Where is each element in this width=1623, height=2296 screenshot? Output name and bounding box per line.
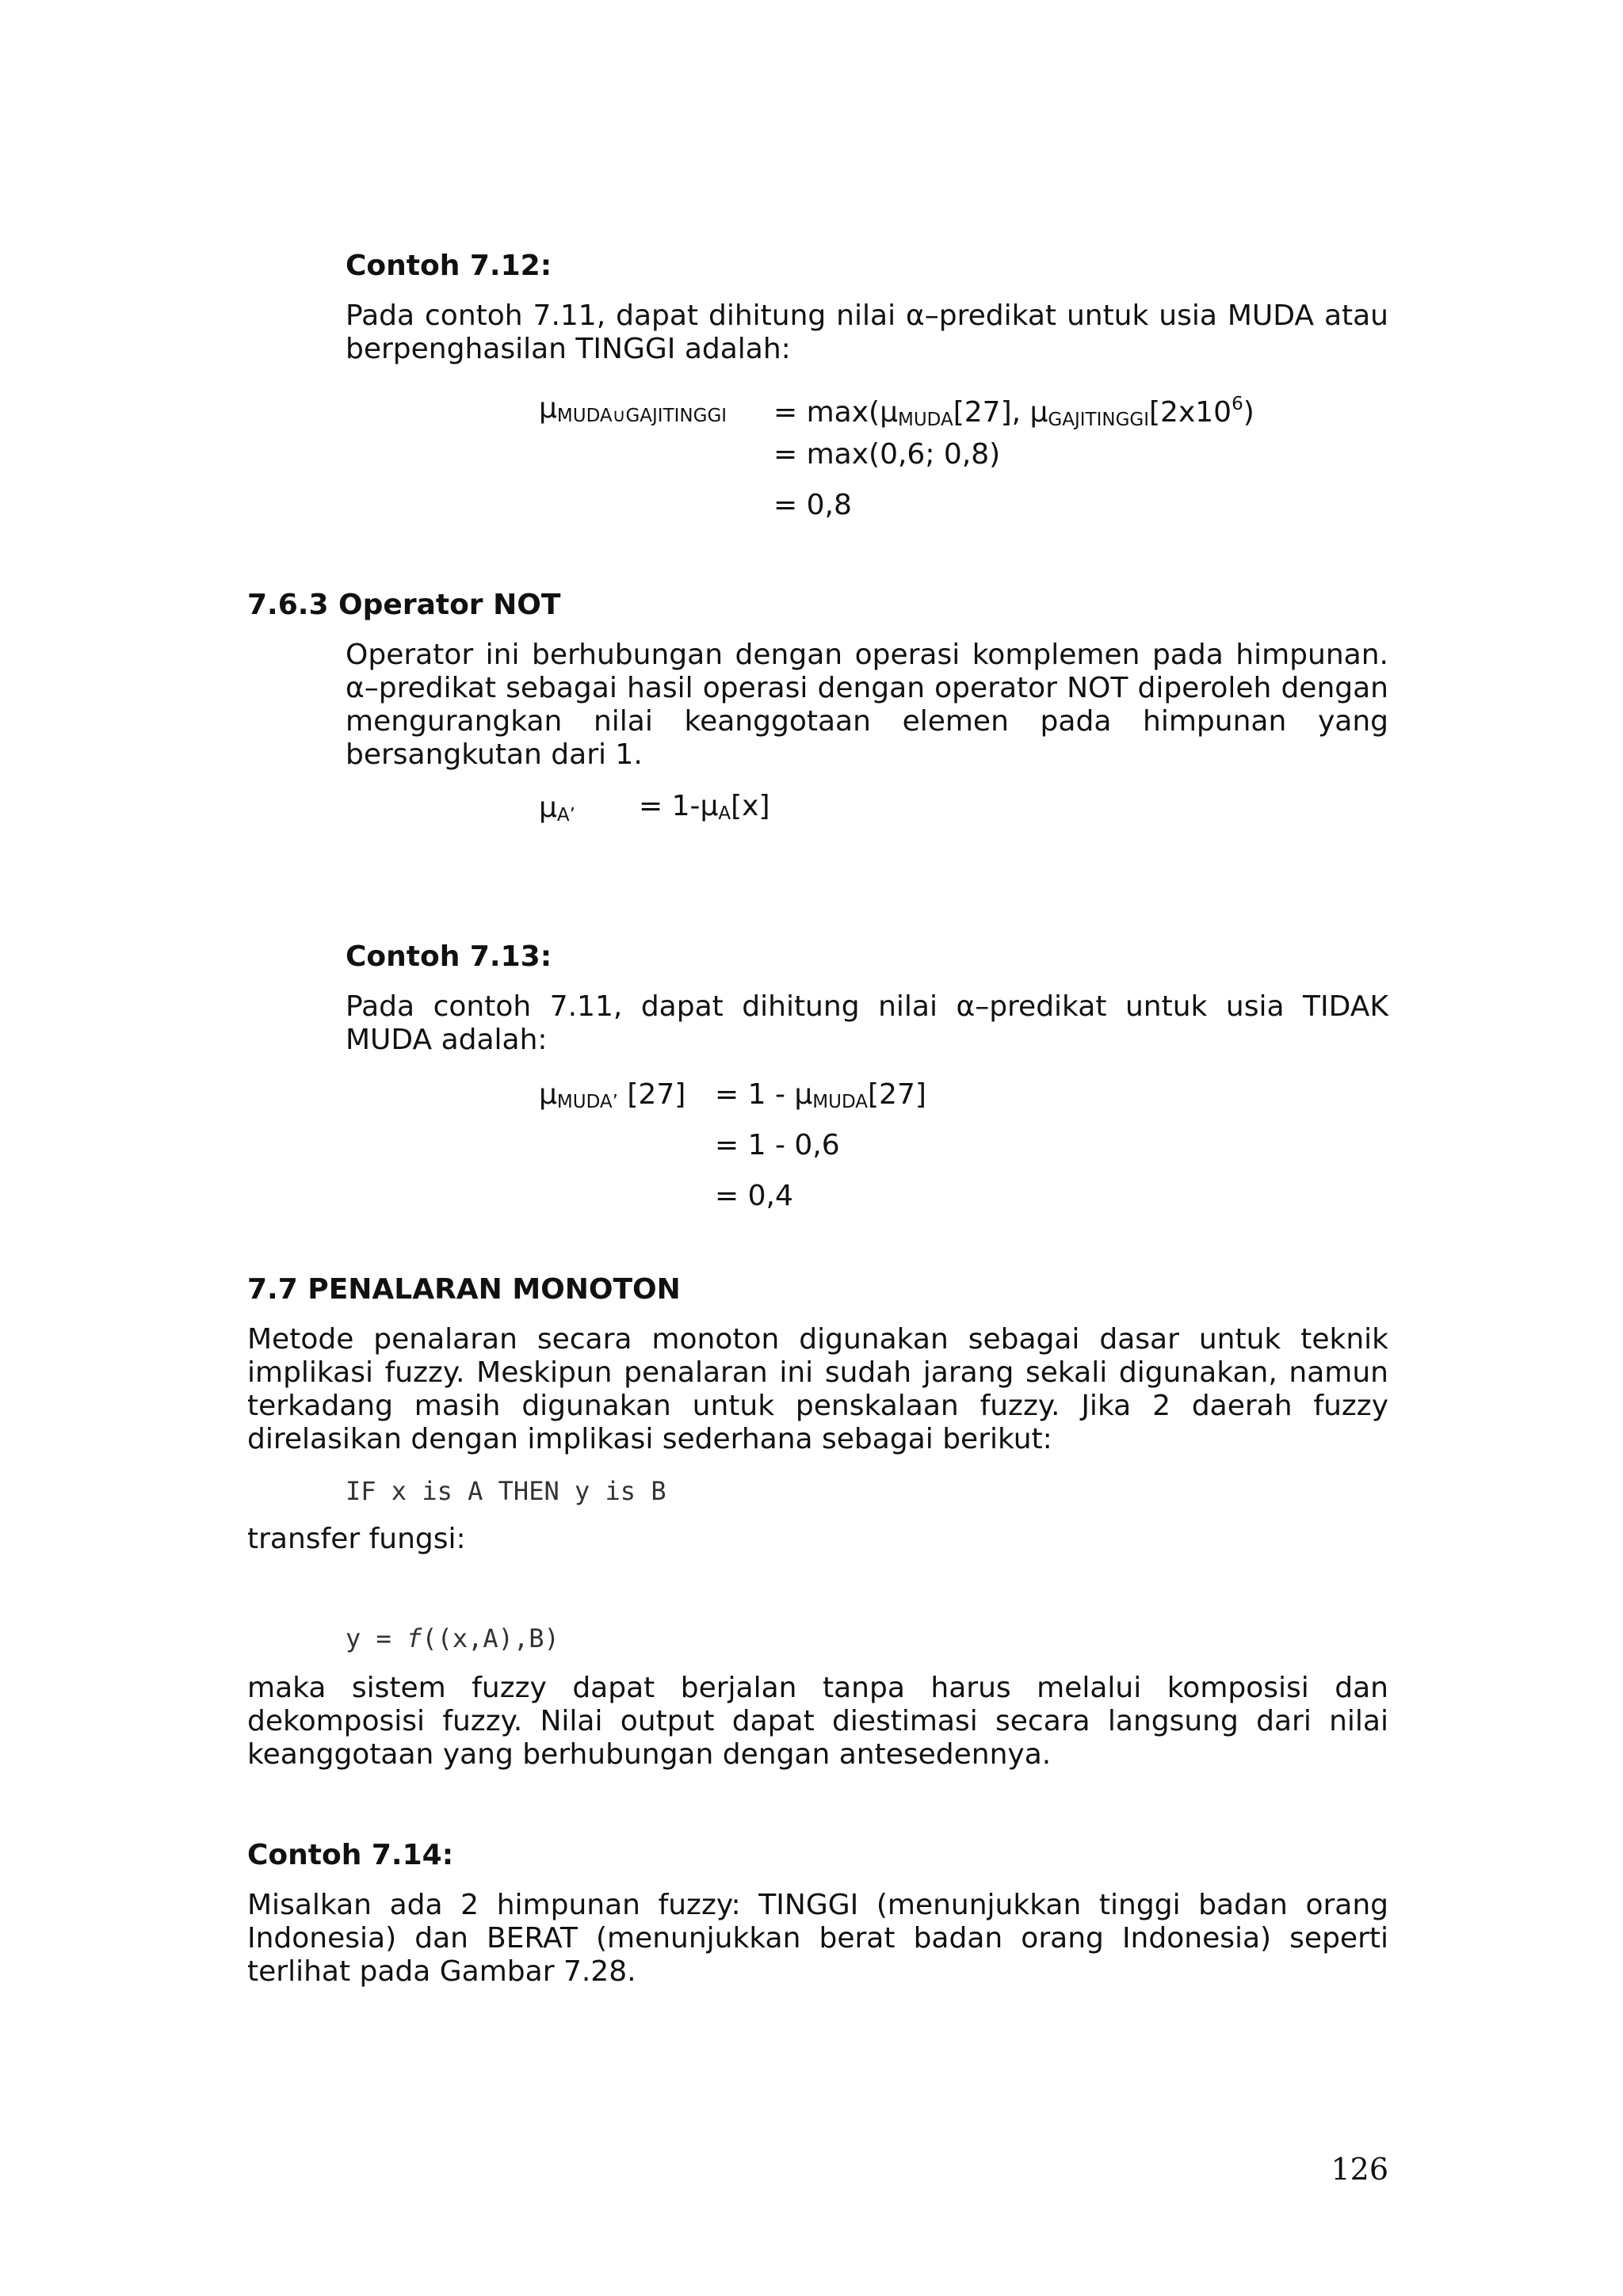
section-7-7-text: Metode penalaran secara monoton digunakan sebagai dasar untuk teknik implikasi fuzzy. Meskipun penalaran ini sudah jarang sekali digunakan, namun terkadang masih digunakan untuk penskalaan fuzzy. Jika 2 daerah fuzzy direlasikan dengan implikasi sederhana sebagai berikut: <box>247 1323 1388 1455</box>
eq-7-13-line-1: = $1 - \mu_{MUDA}[27]$ <box>715 1078 926 1112</box>
eq-7-13-line-2: = 1 - 0,6 <box>715 1129 840 1161</box>
eq-7-13-lhs: $\mu_{MUDA’}$ [27] <box>539 1078 686 1112</box>
example-7-14-text: Misalkan ada 2 himpunan fuzzy: TINGGI (menunjukkan tinggi badan orang Indonesia) dan BERAT (menunjukkan berat badan orang Indonesia) seperti terlihat pada Gambar 7.28. <box>247 1889 1388 1988</box>
example-7-12-text: Pada contoh 7.11, dapat dihitung nilai α–predikat untuk usia MUDA atau berpenghasilan TINGGI adalah: <box>346 299 1388 365</box>
rule-code: IF x is A THEN y is B <box>346 1476 666 1506</box>
transfer-label: transfer fungsi: <box>247 1523 466 1555</box>
eq-not-lhs: $\mu_{A’}$ <box>539 791 575 826</box>
section-7-7-text-2: maka sistem fuzzy dapat berjalan tanpa harus melalui komposisi dan dekomposisi fuzzy. Nilai output dapat diestimasi secara langsung dari nilai keanggotaan yang berhubungan dengan antesedennya. <box>247 1672 1388 1771</box>
section-7-7-heading: 7.7 PENALARAN MONOTON <box>247 1273 681 1306</box>
eq-7-12-lhs: $\mu_{MUDA\cup GAJITINGGI}$ <box>539 392 727 426</box>
example-7-14-heading: Contoh 7.14: <box>247 1839 454 1871</box>
transfer-formula: y = f((x,A),B) <box>346 1623 559 1653</box>
section-7-6-3-heading: 7.6.3 Operator NOT <box>247 589 561 621</box>
example-7-12-heading: Contoh 7.12: <box>346 250 552 282</box>
example-7-13-heading: Contoh 7.13: <box>346 940 552 973</box>
example-7-13-text: Pada contoh 7.11, dapat dihitung nilai α–predikat untuk usia TIDAK MUDA adalah: <box>346 990 1388 1056</box>
eq-not-rhs: = $1-\mu_A[x]$ <box>639 790 770 824</box>
section-7-6-3-text: Operator ini berhubungan dengan operasi komplemen pada himpunan. α–predikat sebagai hasil operasi dengan operator NOT diperoleh dengan mengurangkan nilai keanggotaan elemen pada himpunan yang bersangkutan dari 1. <box>346 639 1388 771</box>
eq-7-12-line-1: = $\max(\mu_{MUDA}[27]$, $\mu_{GAJITINGGI}[2x10^6)$ <box>773 394 1254 430</box>
eq-7-12-line-2: = max(0,6; 0,8) <box>773 438 1001 471</box>
eq-7-13-line-3: = 0,4 <box>715 1180 793 1212</box>
eq-7-12-line-3: = 0,8 <box>773 489 852 521</box>
page-number: 126 <box>1331 2152 1388 2187</box>
